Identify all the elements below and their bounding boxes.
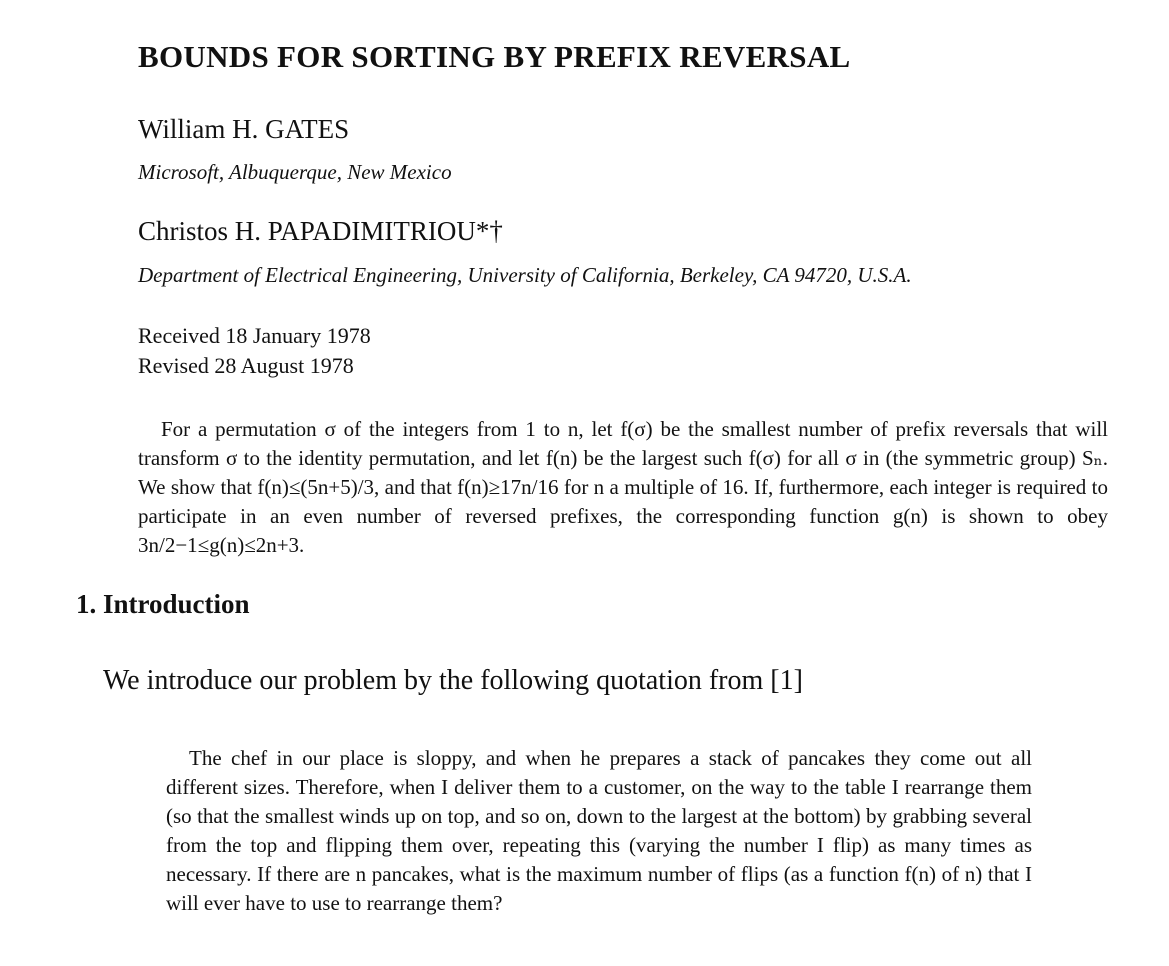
revised-date: Revised 28 August 1978 [138,353,354,378]
author-affiliation: Department of Electrical Engineering, University of California, Berkeley, CA 94720, U.S.A. [138,263,912,287]
intro-sentence: We introduce our problem by the following quotation from [1] [103,665,803,696]
received-date: Received 18 January 1978 [138,323,371,348]
author-name: Christos H. PAPADIMITRIOU*† [138,216,503,246]
section-heading: 1. Introduction [76,589,250,619]
author-name: William H. GATES [138,114,350,144]
author-affiliation: Microsoft, Albuquerque, New Mexico [138,160,452,184]
submission-dates [138,321,371,381]
abstract: For a permutation σ of the integers from 1 to n, let f(σ) be the smallest number of prefix reversals that will transform σ to the identity permutation, and let f(n) be the largest such f(σ) for all σ in (the symmetric group) Sₙ. We show that f(n)≤(5n+5)/3, and that f(n)≥17n/16 for n a multiple of 16. If, furthermore, each integer is required to participate in an even number of reversed prefixes, the corresponding function g(n) is shown to obey 3n/2−1≤g(n)≤2n+3. [138,417,1108,557]
paper-title: BOUNDS FOR SORTING BY PREFIX REVERSAL [138,39,851,74]
block-quotation: The chef in our place is sloppy, and when he prepares a stack of pancakes they come out all different sizes. Therefore, when I deliver them to a customer, on the way to the table I rearrange them (so that the smallest winds up on top, and so on, down to the largest at the bottom) by grabbing several from the top and flipping them over, repeating this (varying the number I flip) as many times as necessary. If there are n pancakes, what is the maximum number of flips (as a function f(n) of n) that I will ever have to use to rearrange them? [166,746,1032,915]
